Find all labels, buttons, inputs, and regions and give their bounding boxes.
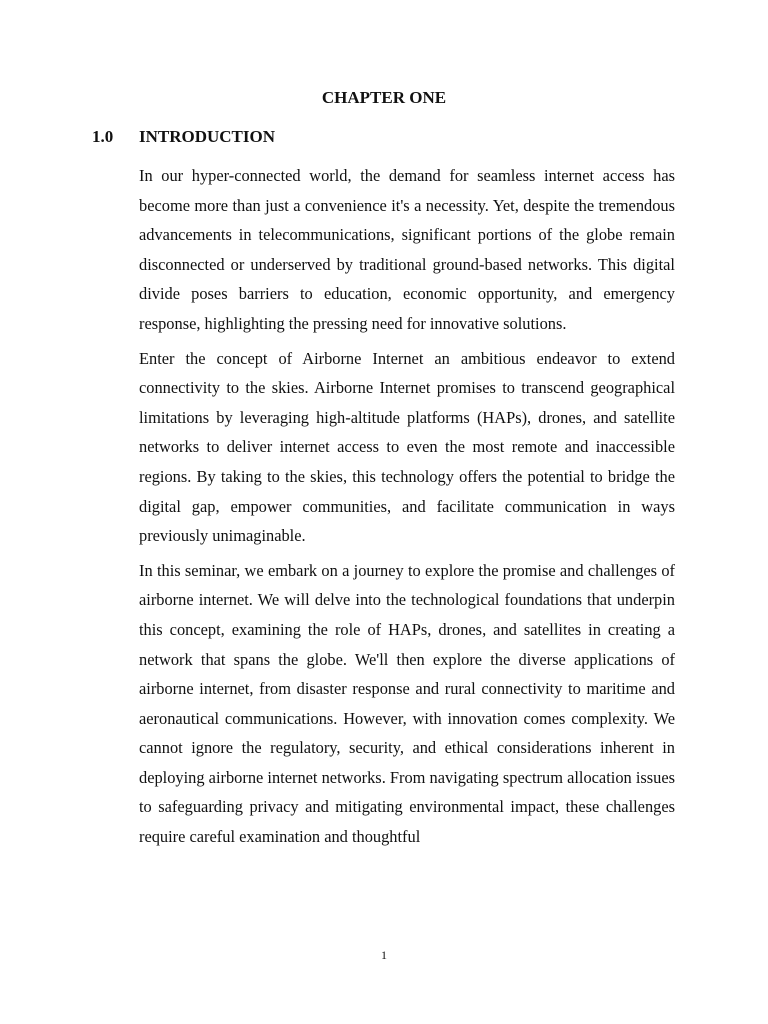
page-number: 1: [381, 948, 387, 962]
body-text: [139, 161, 675, 857]
paragraph-2: Enter the concept of Airborne Internet an ambitious endeavor to extend connectivity to the skies. Airborne Internet promises to transcend geographical limitations by leveraging high-altitude platforms (HAPs), drones, and satellite networks to deliver internet access to even the most remote and inaccessible regions. By taking to the skies, this technology offers the potential to bridge the digital gap, empower communities, and facilitate communication in ways previously unimaginable.: [139, 348, 675, 546]
chapter-title: CHAPTER ONE: [321, 88, 447, 107]
paragraph-1: In our hyper-connected world, the demand for seamless internet access has become more than just a convenience it's a necessity. Yet, despite the tremendous advancements in telecommunications, significant portions of the globe remain disconnected or underserved by traditional ground-based networks. This digital divide poses barriers to education, economic opportunity, and emergency response, highlighting the pressing need for innovative solutions.: [139, 166, 675, 333]
paragraph-3: In this seminar, we embark on a journey to explore the promise and challenges of airborne internet. We will delve into the technological foundations that underpin this concept, examining the role of HAPs, drones, and satellites in creating a network that spans the globe. We'll then explore the diverse applications of airborne internet, from disaster response and rural connectivity to maritime and aeronautical communications. However, with innovation comes complexity. We cannot ignore the regulatory, security, and ethical considerations inherent in deploying airborne internet networks. From navigating spectrum allocation issues to safeguarding privacy and mitigating environmental impact, these challenges require careful examination and thoughtful: [139, 560, 675, 847]
section-title: INTRODUCTION: [139, 127, 276, 146]
section-heading: [92, 125, 275, 149]
section-number: 1.0: [92, 127, 114, 146]
